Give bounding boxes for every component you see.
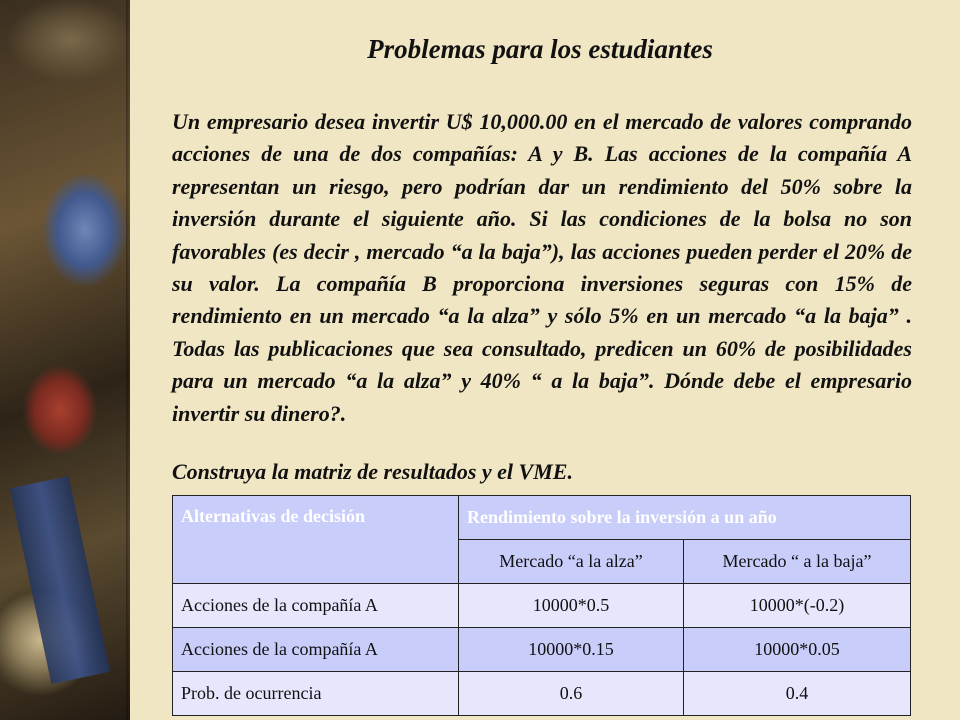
decorative-medal-photo: [0, 0, 130, 720]
slide-title: Problemas para los estudiantes: [367, 34, 713, 64]
instruction-text: Construya la matriz de resultados y el VME.: [172, 459, 573, 484]
row-label: Acciones de la compañía A: [173, 584, 459, 628]
header-return: Rendimiento sobre la inversión a un año: [459, 496, 911, 540]
table-row: [173, 672, 911, 716]
header-alternatives: Alternativas de decisión: [173, 496, 459, 584]
cell-down: 10000*0.05: [684, 628, 911, 672]
cell-down: 0.4: [684, 672, 911, 716]
table-row: [173, 584, 911, 628]
photo-shadow-edge: [126, 0, 130, 720]
subheader-market-up: Mercado “a la alza”: [459, 540, 684, 584]
subheader-market-down: Mercado “ a la baja”: [684, 540, 911, 584]
table-row: [173, 628, 911, 672]
cell-up: 10000*0.5: [459, 584, 684, 628]
row-label: Acciones de la compañía A: [173, 628, 459, 672]
problem-statement: Un empresario desea invertir U$ 10,000.00 en el mercado de valores comprando acciones de una de dos compañías: A y B. Las acciones de la compañía A representan un riesgo, pero podrían dar un rendimiento del 50% sobre la inversión durante el siguiente año. Si las condiciones de la bolsa no son favorables (es decir , mercado “a la baja”), las acciones pueden perder el 20% de su valor. La compañía B proporciona inversiones seguras con 15% de rendimiento en un mercado “a la alza” y sólo 5% en un mercado “a la baja” . Todas las publicaciones que sea consultado, predicen un 60% de posibilidades para un mercado “a la alza” y 40% “ a la baja”. Dónde debe el empresario invertir su dinero?.: [172, 109, 912, 426]
cell-up: 10000*0.15: [459, 628, 684, 672]
cell-down: 10000*(-0.2): [684, 584, 911, 628]
medal-ribbon-decoration: [10, 476, 110, 684]
cell-up: 0.6: [459, 672, 684, 716]
decision-matrix-table: [172, 495, 911, 716]
row-label: Prob. de ocurrencia: [173, 672, 459, 716]
table-header-row: [173, 496, 911, 540]
